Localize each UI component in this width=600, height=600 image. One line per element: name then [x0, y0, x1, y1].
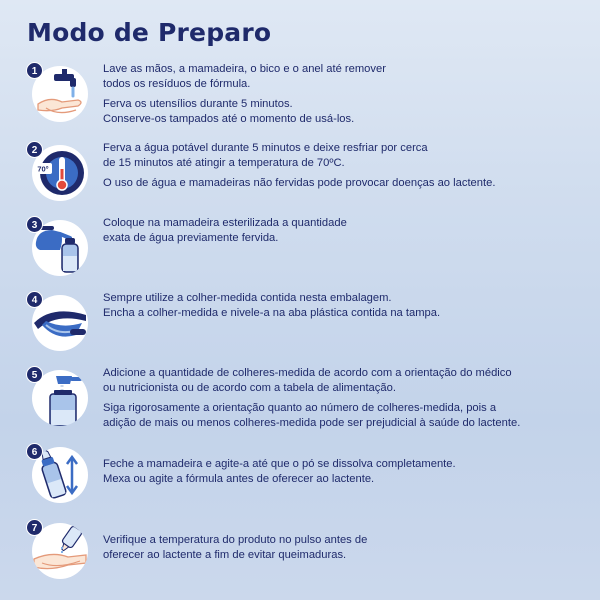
step-3 [26, 216, 586, 286]
step-7-illustration [26, 519, 90, 583]
step-7-text [103, 533, 573, 568]
step-1-text [103, 62, 573, 132]
step-instruction: Coloque na mamadeira esterilizada a quantidade exata de água previamente fervida. [103, 217, 347, 244]
step-instruction: Feche a mamadeira e agite-a até que o pó se dissolva completamente. Mexa ou agite a fórmula antes de oferecer ao lactente. [103, 458, 456, 485]
step-5-illustration [26, 366, 90, 430]
step-number-badge: 7 [26, 519, 43, 536]
step-4-illustration [26, 291, 90, 355]
step-instruction: Sempre utilize a colher-medida contida nesta embalagem. Encha a colher-medida e nivele-a na aba plástica contida na tampa. [103, 292, 441, 319]
step-4 [26, 291, 586, 361]
step-number-badge: 6 [26, 443, 43, 460]
step-5-text [103, 366, 573, 436]
step-1 [26, 62, 586, 132]
step-number-badge: 1 [26, 62, 43, 79]
step-2-illustration [26, 141, 90, 205]
step-4-text [103, 291, 573, 326]
step-instruction: Ferva os utensílios durante 5 minutos. Conserve-os tampados até o momento de usá-los. [103, 98, 355, 125]
step-2-text [103, 141, 573, 196]
step-instruction: Ferva a água potável durante 5 minutos e deixe resfriar por cerca de 15 minutos até atingir a temperatura de 70ºC. [103, 142, 428, 169]
step-number-badge: 5 [26, 366, 43, 383]
step-3-illustration [26, 216, 90, 280]
temperature-label: 70° [37, 164, 49, 174]
step-instruction: Verifique a temperatura do produto no pulso antes de oferecer ao lactente a fim de evitar queimaduras. [103, 534, 368, 561]
step-5 [26, 366, 586, 436]
step-7 [26, 519, 586, 589]
step-instruction: O uso de água e mamadeiras não fervidas pode provocar doenças ao lactente. [103, 177, 496, 189]
step-number-badge: 2 [26, 141, 43, 158]
step-instruction: Adicione a quantidade de colheres-medida de acordo com a orientação do médico ou nutricionista ou de acordo com a tabela de alimentação. [103, 367, 512, 394]
step-1-illustration [26, 62, 90, 126]
step-instruction: Lave as mãos, a mamadeira, o bico e o anel até remover todos os resíduos de fórmula. [103, 63, 386, 90]
step-2 [26, 141, 586, 211]
step-number-badge: 3 [26, 216, 43, 233]
step-3-text [103, 216, 573, 251]
page-title: Modo de Preparo [27, 18, 272, 47]
step-6-illustration [26, 443, 90, 507]
step-instruction: Siga rigorosamente a orientação quanto ao número de colheres-medida, pois a adição de mais ou menos colheres-medida pode ser prejudicial à saúde do lactente. [103, 402, 521, 429]
step-6-text [103, 457, 573, 492]
step-number-badge: 4 [26, 291, 43, 308]
step-6 [26, 443, 586, 513]
